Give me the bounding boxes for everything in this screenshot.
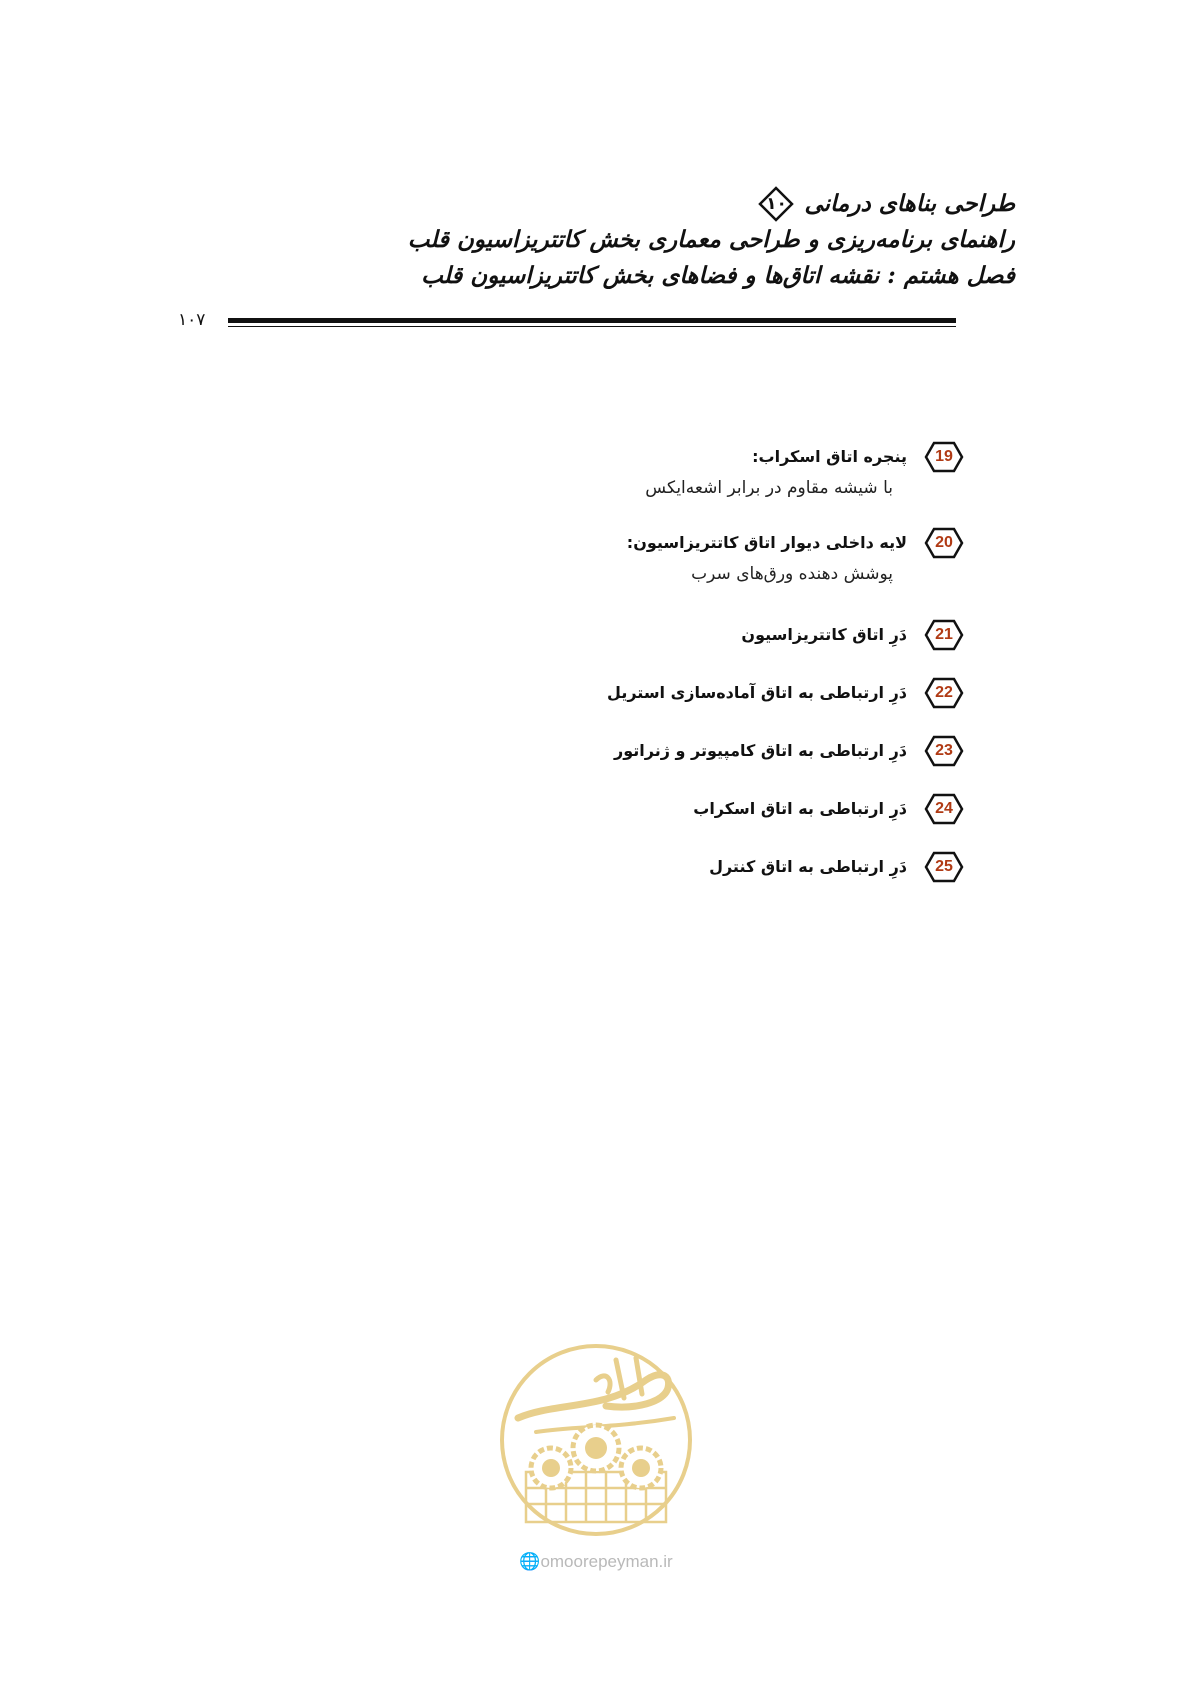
volume-number: ۱۰	[766, 194, 787, 214]
item-title: پنجره اتاق اسکراب:	[752, 447, 907, 466]
item-number-badge: 22	[923, 676, 965, 710]
header-rule-thin	[228, 326, 956, 327]
website-watermark: 🌐omoorepeyman.ir	[519, 1552, 673, 1571]
item-number-badge: 23	[923, 734, 965, 768]
item-title: دَرِ ارتباطی به اتاق کامپیوتر و ژنراتور	[614, 741, 907, 760]
legend-item	[607, 734, 953, 768]
page-header	[408, 186, 1015, 294]
legend-item	[607, 676, 953, 710]
page-number: ۱۰۷	[178, 310, 206, 330]
item-number-badge: 20	[923, 526, 965, 560]
legend-item	[607, 792, 953, 826]
omoorepeyman-logo-icon	[496, 1340, 696, 1540]
header-line-1	[408, 186, 1015, 222]
item-title: دَرِ ارتباطی به اتاق آماده‌سازی استریل	[607, 683, 907, 702]
item-title: دَرِ ارتباطی به اتاق کنترل	[709, 857, 907, 876]
legend-list	[607, 440, 953, 884]
item-number-badge: 19	[923, 440, 965, 474]
chapter-title: فصل هشتم : نقشه اتاق‌ها و فضاهای بخش کاتتریزاسیون قلب	[421, 262, 1015, 289]
legend-item	[607, 526, 953, 588]
item-number-badge: 21	[923, 618, 965, 652]
item-title: دَرِ ارتباطی به اتاق اسکراب	[693, 799, 907, 818]
item-description: پوشش دهنده ورق‌های سرب	[691, 564, 893, 584]
item-number-badge: 25	[923, 850, 965, 884]
watermark-logo	[496, 1340, 696, 1540]
item-title: لایه داخلی دیوار اتاق کاتتریزاسیون:	[626, 533, 907, 552]
legend-item	[607, 618, 953, 652]
header-rule-thick	[228, 318, 956, 323]
book-title: راهنمای برنامه‌ریزی و طراحی معماری بخش کاتتریزاسیون قلب	[407, 226, 1015, 253]
book-series-title: طراحی بناهای درمانی	[804, 190, 1015, 217]
item-number-badge: 24	[923, 792, 965, 826]
globe-icon: 🌐	[519, 1552, 541, 1571]
item-description: با شیشه مقاوم در برابر اشعه‌ایکس	[645, 478, 893, 498]
item-title: دَرِ اتاق کاتتریزاسیون	[741, 625, 907, 644]
legend-item	[607, 850, 953, 884]
legend-item	[607, 440, 953, 502]
volume-number-diamond	[758, 186, 794, 222]
